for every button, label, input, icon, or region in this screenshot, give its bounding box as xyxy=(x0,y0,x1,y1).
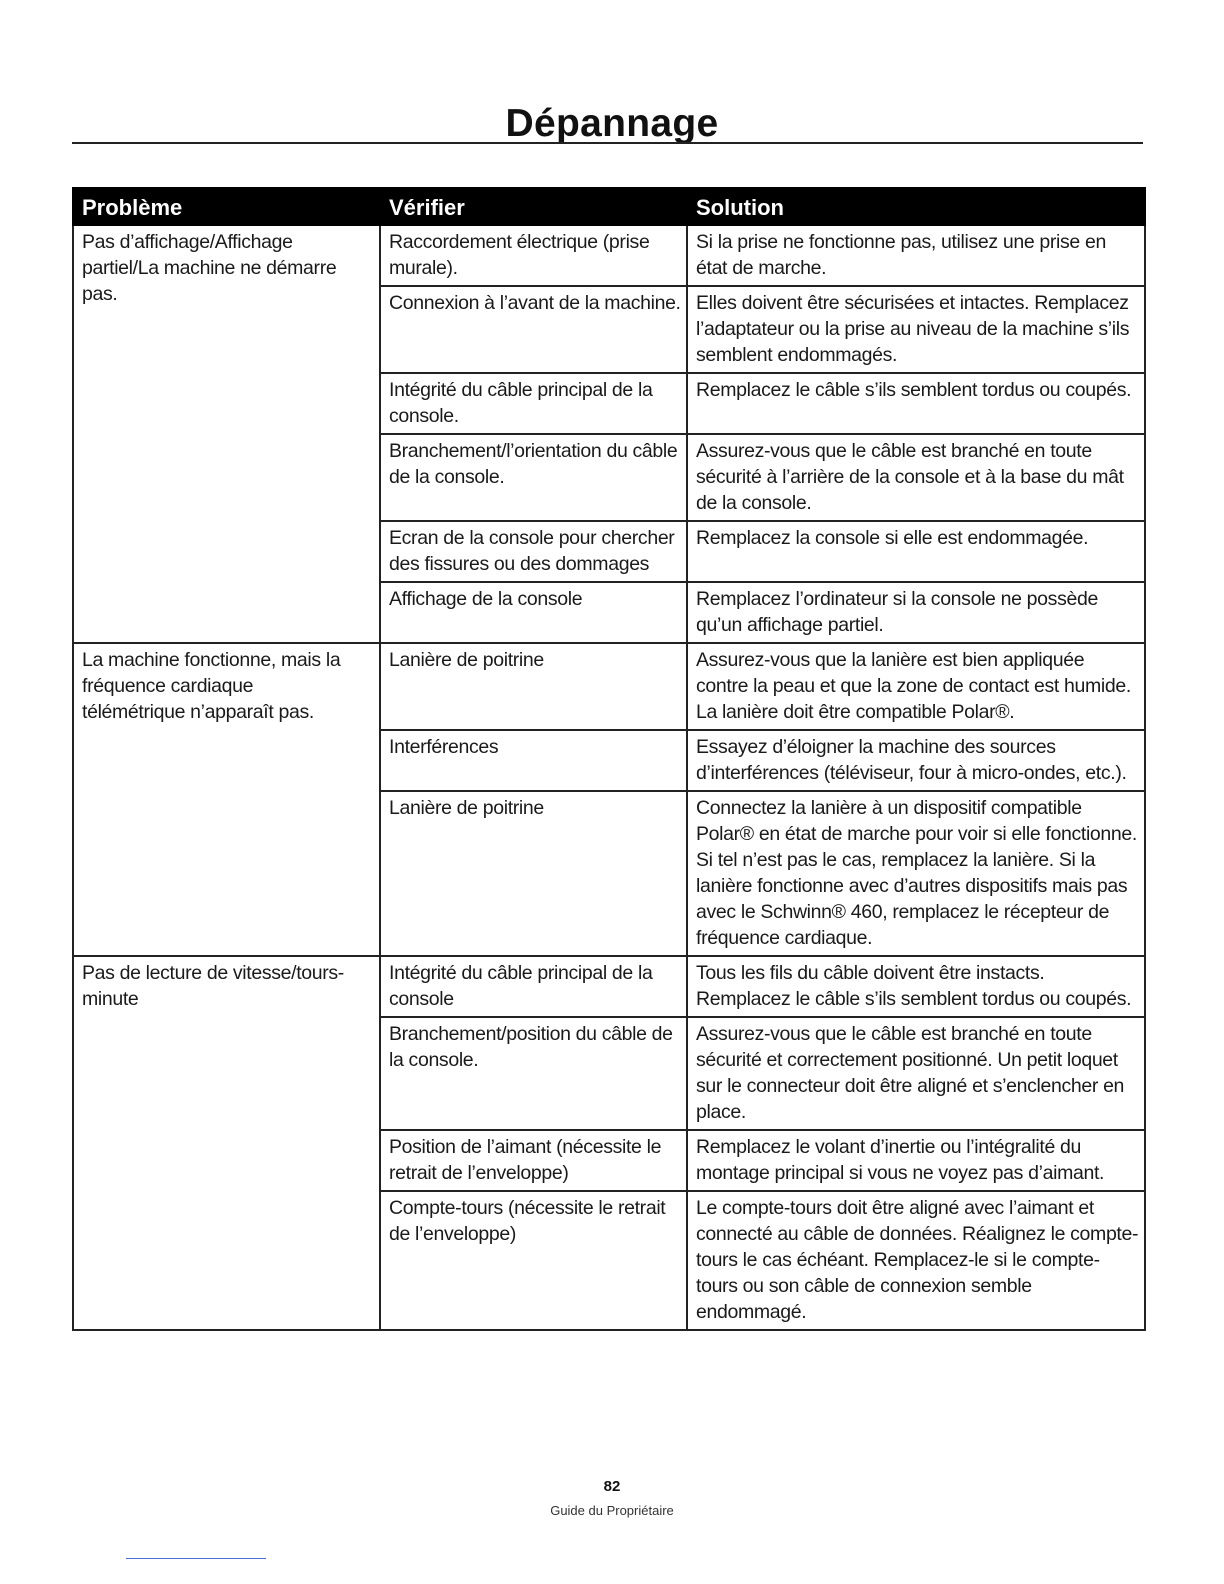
check-cell: Affichage de la console xyxy=(380,582,687,643)
solution-cell: Assurez-vous que la lanière est bien appliquée contre la peau et que la zone de contact est humide. La lanière doit être compatible Polar®. xyxy=(687,643,1145,730)
solution-cell: Elles doivent être sécurisées et intactes. Remplacez l’adaptateur ou la prise au niveau de la machine s’ils semblent endommagés. xyxy=(687,286,1145,373)
check-cell: Ecran de la console pour chercher des fissures ou des dommages xyxy=(380,521,687,582)
solution-cell: Remplacez le câble s’ils semblent tordus ou coupés. xyxy=(687,373,1145,434)
table-row xyxy=(73,956,1145,1017)
page-title: Dépannage xyxy=(505,102,719,146)
table-row xyxy=(73,643,1145,730)
check-cell: Branchement/l’orientation du câble de la console. xyxy=(380,434,687,521)
solution-cell: Tous les fils du câble doivent être instacts. Remplacez le câble s’ils semblent tordus ou coupés. xyxy=(687,956,1145,1017)
footer-link-underline xyxy=(126,1558,266,1559)
check-cell: Lanière de poitrine xyxy=(380,643,687,730)
check-cell: Interférences xyxy=(380,730,687,791)
check-cell: Branchement/position du câble de la console. xyxy=(380,1017,687,1130)
solution-cell: Remplacez le volant d’inertie ou l’intégralité du montage principal si vous ne voyez pas d’aimant. xyxy=(687,1130,1145,1191)
troubleshooting-table xyxy=(72,187,1146,1331)
guide-label: Guide du Propriétaire xyxy=(550,1503,674,1518)
header-check: Vérifier xyxy=(380,188,687,225)
page-number: 82 xyxy=(603,1478,621,1495)
problem-cell: La machine fonctionne, mais la fréquence cardiaque télémétrique n’apparaît pas. xyxy=(73,643,380,956)
solution-cell: Assurez-vous que le câble est branché en toute sécurité à l’arrière de la console et à la base du mât de la console. xyxy=(687,434,1145,521)
check-cell: Intégrité du câble principal de la console. xyxy=(380,373,687,434)
solution-cell: Remplacez la console si elle est endommagée. xyxy=(687,521,1145,582)
solution-cell: Connectez la lanière à un dispositif compatible Polar® en état de marche pour voir si elle fonctionne. Si tel n’est pas le cas, remplacez la lanière. Si la lanière fonctionne avec d’autres dispositifs mais pas avec le Schwinn® 460, remplacez le récepteur de fréquence cardiaque. xyxy=(687,791,1145,956)
header-solution: Solution xyxy=(687,188,1145,225)
check-cell: Position de l’aimant (nécessite le retrait de l’enveloppe) xyxy=(380,1130,687,1191)
table-row xyxy=(73,225,1145,286)
solution-cell: Remplacez l’ordinateur si la console ne possède qu’un affichage partiel. xyxy=(687,582,1145,643)
solution-cell: Si la prise ne fonctionne pas, utilisez une prise en état de marche. xyxy=(687,225,1145,286)
solution-cell: Assurez-vous que le câble est branché en toute sécurité et correctement positionné. Un petit loquet sur le connecteur doit être aligné et s’enclencher en place. xyxy=(687,1017,1145,1130)
problem-cell: Pas de lecture de vitesse/tours-minute xyxy=(73,956,380,1330)
title-rule xyxy=(72,142,1143,144)
problem-cell: Pas d’affichage/Affichage partiel/La machine ne démarre pas. xyxy=(73,225,380,643)
solution-cell: Essayez d’éloigner la machine des sources d’interférences (téléviseur, four à micro-ondes, etc.). xyxy=(687,730,1145,791)
check-cell: Raccordement électrique (prise murale). xyxy=(380,225,687,286)
check-cell: Connexion à l’avant de la machine. xyxy=(380,286,687,373)
solution-cell: Le compte-tours doit être aligné avec l’aimant et connecté au câble de données. Réalignez le compte-tours le cas échéant. Remplacez-le si le compte-tours ou son câble de connexion semble endommagé. xyxy=(687,1191,1145,1330)
check-cell: Intégrité du câble principal de la console xyxy=(380,956,687,1017)
header-problem: Problème xyxy=(73,188,380,225)
check-cell: Compte-tours (nécessite le retrait de l’enveloppe) xyxy=(380,1191,687,1330)
table-header-row xyxy=(73,188,1145,225)
check-cell: Lanière de poitrine xyxy=(380,791,687,956)
